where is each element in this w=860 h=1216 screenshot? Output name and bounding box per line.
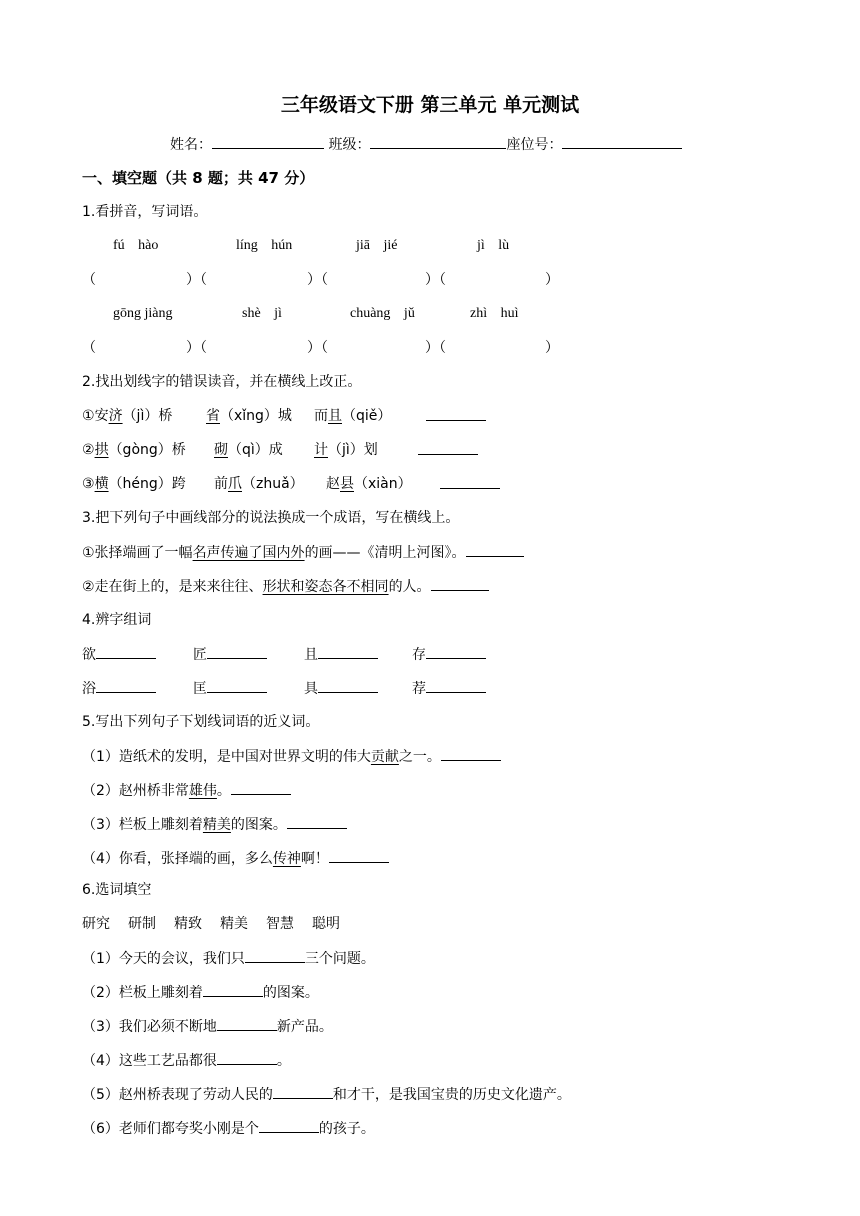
q6-item bbox=[82, 1118, 375, 1139]
q6-word-bank bbox=[82, 914, 340, 934]
answer-box-end: ）（ bbox=[307, 272, 328, 288]
q3-prompt: 3.把下列句子中画线部分的说法换成一个成语，写在横线上。 bbox=[82, 510, 460, 526]
pinyin-word: （héng）跨 bbox=[108, 476, 186, 492]
char: 荐 bbox=[412, 681, 426, 697]
item-number: ③ bbox=[82, 476, 95, 492]
pinyin-word: （xǐng）城 bbox=[220, 408, 292, 424]
sentence-text: 。 bbox=[216, 783, 231, 799]
q5-item bbox=[82, 746, 501, 767]
answer-blank[interactable] bbox=[273, 1084, 333, 1099]
pinyin-word: （xiàn） bbox=[354, 476, 412, 492]
sentence-text: （3）我们必须不断地 bbox=[82, 1019, 217, 1035]
underlined-char: 爪 bbox=[228, 476, 242, 492]
q3-sentence-1 bbox=[82, 542, 524, 563]
answer-blank[interactable] bbox=[96, 678, 156, 693]
answer-blank[interactable] bbox=[426, 644, 486, 659]
answer-blank[interactable] bbox=[418, 440, 478, 455]
sentence-text: 啊！ bbox=[300, 851, 329, 867]
char: 前 bbox=[214, 476, 228, 492]
sentence-text: （1）今天的会议，我们只 bbox=[82, 951, 245, 967]
answer-blank[interactable] bbox=[318, 644, 378, 659]
sentence-text: （3）栏板上雕刻着 bbox=[82, 817, 203, 833]
underlined-word: 贡献 bbox=[370, 749, 399, 765]
char: 且 bbox=[304, 647, 318, 663]
answer-blank[interactable] bbox=[466, 542, 524, 557]
word-option: 聪明 bbox=[312, 916, 340, 932]
underlined-phrase: 名声传遍了国内外 bbox=[192, 545, 305, 561]
sentence-text: （1）造纸术的发明，是中国对世界文明的伟大 bbox=[82, 749, 371, 765]
q2-line-2 bbox=[82, 440, 186, 460]
pinyin: fú hào bbox=[113, 238, 159, 253]
answer-box[interactable]: （ bbox=[82, 272, 96, 288]
pinyin: chuàng jǔ bbox=[350, 306, 415, 321]
sentence-text: ②走在街上的，是来来往往、 bbox=[82, 579, 263, 595]
char: 匠 bbox=[193, 647, 207, 663]
q6-item bbox=[82, 1084, 571, 1105]
q2-line-3-c bbox=[326, 474, 412, 494]
pinyin: zhì huì bbox=[470, 306, 519, 321]
q2-line-2-b bbox=[214, 440, 283, 460]
word-option: 精美 bbox=[220, 916, 248, 932]
word-option: 研究 bbox=[82, 916, 110, 932]
q3-sentence-2 bbox=[82, 576, 489, 597]
answer-blank[interactable] bbox=[318, 678, 378, 693]
q5-prompt: 5.写出下列句子下划线词语的近义词。 bbox=[82, 714, 320, 730]
underlined-char: 砌 bbox=[214, 442, 228, 458]
answer-box[interactable]: （ bbox=[82, 340, 96, 356]
char: 存 bbox=[412, 647, 426, 663]
answer-blank[interactable] bbox=[217, 1016, 277, 1031]
underlined-char: 县 bbox=[340, 476, 354, 492]
char: 欲 bbox=[82, 647, 96, 663]
q2-line-1-b bbox=[206, 406, 292, 426]
q4-item bbox=[304, 678, 378, 699]
answer-box-end: ） bbox=[545, 340, 559, 356]
answer-blank[interactable] bbox=[287, 814, 347, 829]
answer-box-end: ）（ bbox=[425, 272, 446, 288]
pinyin: jì lù bbox=[477, 238, 510, 253]
char: 匡 bbox=[193, 681, 207, 697]
answer-blank[interactable] bbox=[426, 406, 486, 421]
q4-item bbox=[193, 644, 267, 665]
student-info bbox=[170, 134, 682, 155]
char: 赵 bbox=[326, 476, 340, 492]
underlined-word: 传神 bbox=[272, 851, 301, 867]
pinyin-word: （jì）划 bbox=[328, 442, 378, 458]
answer-blank[interactable] bbox=[426, 678, 486, 693]
q4-item bbox=[412, 678, 486, 699]
answer-box-end: ） bbox=[545, 272, 559, 288]
q6-prompt: 6.选词填空 bbox=[82, 882, 152, 898]
item-number: ① bbox=[82, 408, 95, 424]
q6-item bbox=[82, 1016, 333, 1037]
underlined-word: 雄伟 bbox=[188, 783, 217, 799]
q2-line-3 bbox=[82, 474, 186, 494]
answer-blank[interactable] bbox=[96, 644, 156, 659]
sentence-text: 三个问题。 bbox=[304, 951, 375, 967]
item-number: ② bbox=[82, 442, 95, 458]
q4-item bbox=[82, 678, 156, 699]
q6-item bbox=[82, 948, 375, 969]
pinyin: jiā jié bbox=[356, 238, 398, 253]
sentence-text: 。 bbox=[276, 1053, 291, 1069]
sentence-text: （4）这些工艺品都很 bbox=[82, 1053, 217, 1069]
underlined-char: 省 bbox=[206, 408, 220, 424]
class-label: 班级： bbox=[328, 137, 371, 153]
answer-blank[interactable] bbox=[329, 848, 389, 863]
sentence-text: 的图案。 bbox=[262, 985, 319, 1001]
answer-box-end: ）（ bbox=[307, 340, 328, 356]
sentence-text: 的孩子。 bbox=[318, 1121, 375, 1137]
sentence-text: （2）赵州桥非常 bbox=[82, 783, 189, 799]
sentence-text: 新产品。 bbox=[276, 1019, 333, 1035]
pinyin-word: （qiě） bbox=[342, 408, 392, 424]
answer-blank[interactable] bbox=[431, 576, 489, 591]
q5-item bbox=[82, 848, 389, 869]
pinyin: shè jì bbox=[242, 306, 282, 321]
pinyin-word: （zhuǎ） bbox=[242, 476, 304, 492]
answer-box-end: ）（ bbox=[186, 340, 207, 356]
pinyin-word: （gòng）桥 bbox=[108, 442, 186, 458]
answer-blank[interactable] bbox=[441, 746, 501, 761]
underlined-word: 精美 bbox=[202, 817, 231, 833]
page-title: 三年级语文下册 第三单元 单元测试 bbox=[280, 94, 580, 116]
sentence-text: （2）栏板上雕刻着 bbox=[82, 985, 203, 1001]
q4-item bbox=[412, 644, 486, 665]
sentence-text: （5）赵州桥表现了劳动人民的 bbox=[82, 1087, 273, 1103]
answer-blank[interactable] bbox=[203, 982, 263, 997]
q2-line-1-c bbox=[314, 406, 391, 426]
char: 而 bbox=[314, 408, 328, 424]
q2-line-3-b bbox=[214, 474, 304, 494]
sentence-text: 的人。 bbox=[388, 579, 431, 595]
word-option: 精致 bbox=[174, 916, 202, 932]
underlined-char: 横 bbox=[94, 476, 109, 492]
sentence-text: 和才干，是我国宝贵的历史文化遗产。 bbox=[332, 1087, 571, 1103]
q4-item bbox=[82, 644, 156, 665]
q4-item bbox=[304, 644, 378, 665]
q6-item bbox=[82, 1050, 291, 1071]
q4-prompt: 4.辨字组词 bbox=[82, 612, 152, 628]
sentence-text: ①张择端画了一幅 bbox=[82, 545, 193, 561]
q1-prompt: 1.看拼音，写词语。 bbox=[82, 204, 208, 220]
q4-item bbox=[193, 678, 267, 699]
class-blank[interactable] bbox=[370, 134, 506, 149]
name-label: 姓名： bbox=[170, 137, 212, 153]
char: 安 bbox=[94, 408, 109, 424]
sentence-text: （4）你看，张择端的画，多么 bbox=[82, 851, 273, 867]
answer-blank[interactable] bbox=[245, 948, 305, 963]
q6-item bbox=[82, 982, 319, 1003]
word-option: 智慧 bbox=[266, 916, 294, 932]
answer-blank[interactable] bbox=[231, 780, 291, 795]
pinyin: líng hún bbox=[236, 238, 293, 253]
pinyin-word: （qì）成 bbox=[228, 442, 283, 458]
name-blank[interactable] bbox=[212, 134, 324, 149]
seat-label: 座位号： bbox=[506, 137, 563, 153]
sentence-text: 之一。 bbox=[398, 749, 441, 765]
seat-blank[interactable] bbox=[562, 134, 682, 149]
section-heading: 一、填空题（共 8 题；共 47 分） bbox=[82, 169, 315, 187]
underlined-char: 济 bbox=[108, 408, 123, 424]
answer-blank[interactable] bbox=[259, 1118, 319, 1133]
pinyin-word: （jì）桥 bbox=[122, 408, 173, 424]
char: 浴 bbox=[82, 681, 96, 697]
q5-item bbox=[82, 780, 291, 801]
answer-blank[interactable] bbox=[217, 1050, 277, 1065]
q5-item bbox=[82, 814, 347, 835]
word-option: 研制 bbox=[128, 916, 156, 932]
pinyin: gōng jiàng bbox=[113, 306, 173, 321]
answer-box-end: ）（ bbox=[186, 272, 207, 288]
sentence-text: 的画——《清明上河图》。 bbox=[304, 545, 466, 561]
answer-box-end: ）（ bbox=[425, 340, 446, 356]
char: 具 bbox=[304, 681, 318, 697]
answer-blank[interactable] bbox=[207, 678, 267, 693]
answer-blank[interactable] bbox=[440, 474, 500, 489]
sentence-text: 的图案。 bbox=[230, 817, 287, 833]
underlined-char: 拱 bbox=[94, 442, 109, 458]
underlined-char: 且 bbox=[328, 408, 342, 424]
answer-blank[interactable] bbox=[207, 644, 267, 659]
q2-line-2-c bbox=[314, 440, 378, 460]
q2-line-1 bbox=[82, 406, 172, 426]
sentence-text: （6）老师们都夸奖小刚是个 bbox=[82, 1121, 259, 1137]
underlined-char: 计 bbox=[314, 442, 328, 458]
underlined-phrase: 形状和姿态各不相同 bbox=[262, 579, 389, 595]
q2-prompt: 2.找出划线字的错误读音，并在横线上改正。 bbox=[82, 374, 362, 390]
